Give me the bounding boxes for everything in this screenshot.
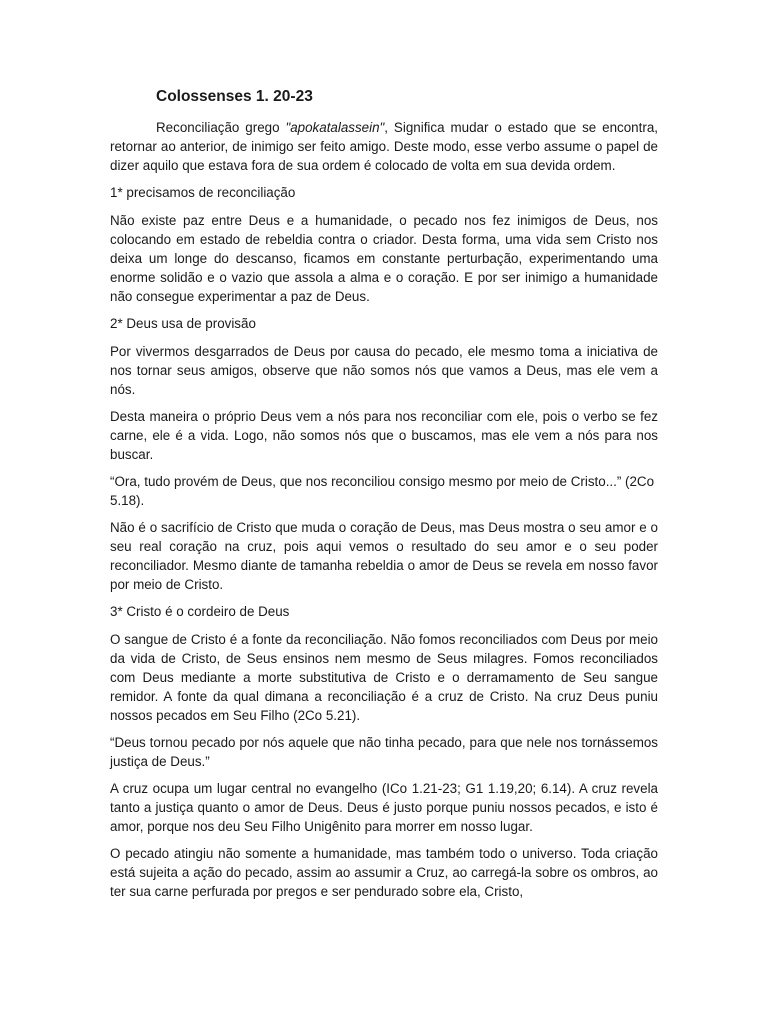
section-2-paragraph-4: Não é o sacrifício de Cristo que muda o coração de Deus, mas Deus mostra o seu amor e o seu real coração na cruz, pois aqui vemos o resultado do seu amor e o seu poder reconciliador. Mesmo diante de tamanha rebeldia o amor de Deus se revela em nosso favor por meio de Cristo. [110, 520, 658, 592]
section-2-quote: “Ora, tudo provém de Deus, que nos reconciliou consigo mesmo por meio de Cristo...” (2Co 5.18). [110, 474, 655, 508]
section-3-paragraph-4: O pecado atingiu não somente a humanidade, mas também todo o universo. Toda criação está sujeita a ação do pecado, assim ao assumir a Cruz, ao carregá-la sobre os ombros, ao ter sua carne perfurada por pregos e ser pendurado sobre ela, Cristo, [110, 846, 658, 899]
intro-rest: , Significa mudar o estado que se encontra, retornar ao anterior, de inimigo ser feito amigo. Deste modo, esse verbo assume o papel de dizer aquilo que estava fora de sua ordem é colocado de volta em sua devida ordem. [110, 120, 658, 173]
section-2-paragraph-1: Por vivermos desgarrados de Deus por causa do pecado, ele mesmo toma a iniciativa de nos tornar seus amigos, observe que não somos nós que vamos a Deus, mas ele vem a nós. [110, 344, 658, 397]
section-3-paragraph-1: O sangue de Cristo é a fonte da reconciliação. Não fomos reconciliados com Deus por meio da vida de Cristo, de Seus ensinos nem mesmo de Seus milagres. Fomos reconciliados com Deus mediante a morte substitutiva de Cristo e o derramamento de Seu sangue remidor. A fonte da qual dimana a reconciliação é a cruz de Cristo. Na cruz Deus puniu nossos pecados em Seu Filho (2Co 5.21). [110, 632, 658, 723]
intro-lead: Reconciliação grego [156, 120, 286, 135]
document-page [110, 86, 658, 909]
section-1-paragraph-1: Não existe paz entre Deus e a humanidade, o pecado nos fez inimigos de Deus, nos colocando em estado de rebeldia contra o criador. Desta forma, uma vida sem Cristo nos deixa um longe do descanso, ficamos em constante perturbação, experimentando uma enorme solidão e o vazio que assola a alma e o coração. E por ser inimigo a humanidade não consegue experimentar a paz de Deus. [110, 213, 658, 304]
section-heading-2: 2* Deus usa de provisão [110, 316, 256, 331]
intro-paragraph [110, 118, 658, 175]
section-3-quote: “Deus tornou pecado por nós aquele que não tinha pecado, para que nele nos tornássemos justiça de Deus.” [110, 735, 658, 769]
section-3-paragraph-3: A cruz ocupa um lugar central no evangelho (ICo 1.21-23; G1 1.19,20; 6.14). A cruz revela tanto a justiça quanto o amor de Deus. Deus é justo porque puniu nossos pecados, e isto é amor, porque nos deu Seu Filho Unigênito para morrer em nosso lugar. [110, 781, 658, 834]
section-heading-1: 1* precisamos de reconciliação [110, 185, 296, 200]
section-heading-3: 3* Cristo é o cordeiro de Deus [110, 604, 290, 619]
document-title: Colossenses 1. 20-23 [156, 88, 313, 105]
greek-term: "apokatalassein" [285, 120, 385, 135]
section-2-paragraph-2: Desta maneira o próprio Deus vem a nós para nos reconciliar com ele, pois o verbo se fez carne, ele é a vida. Logo, não somos nós que o buscamos, mas ele vem a nós para nos buscar. [110, 409, 658, 462]
